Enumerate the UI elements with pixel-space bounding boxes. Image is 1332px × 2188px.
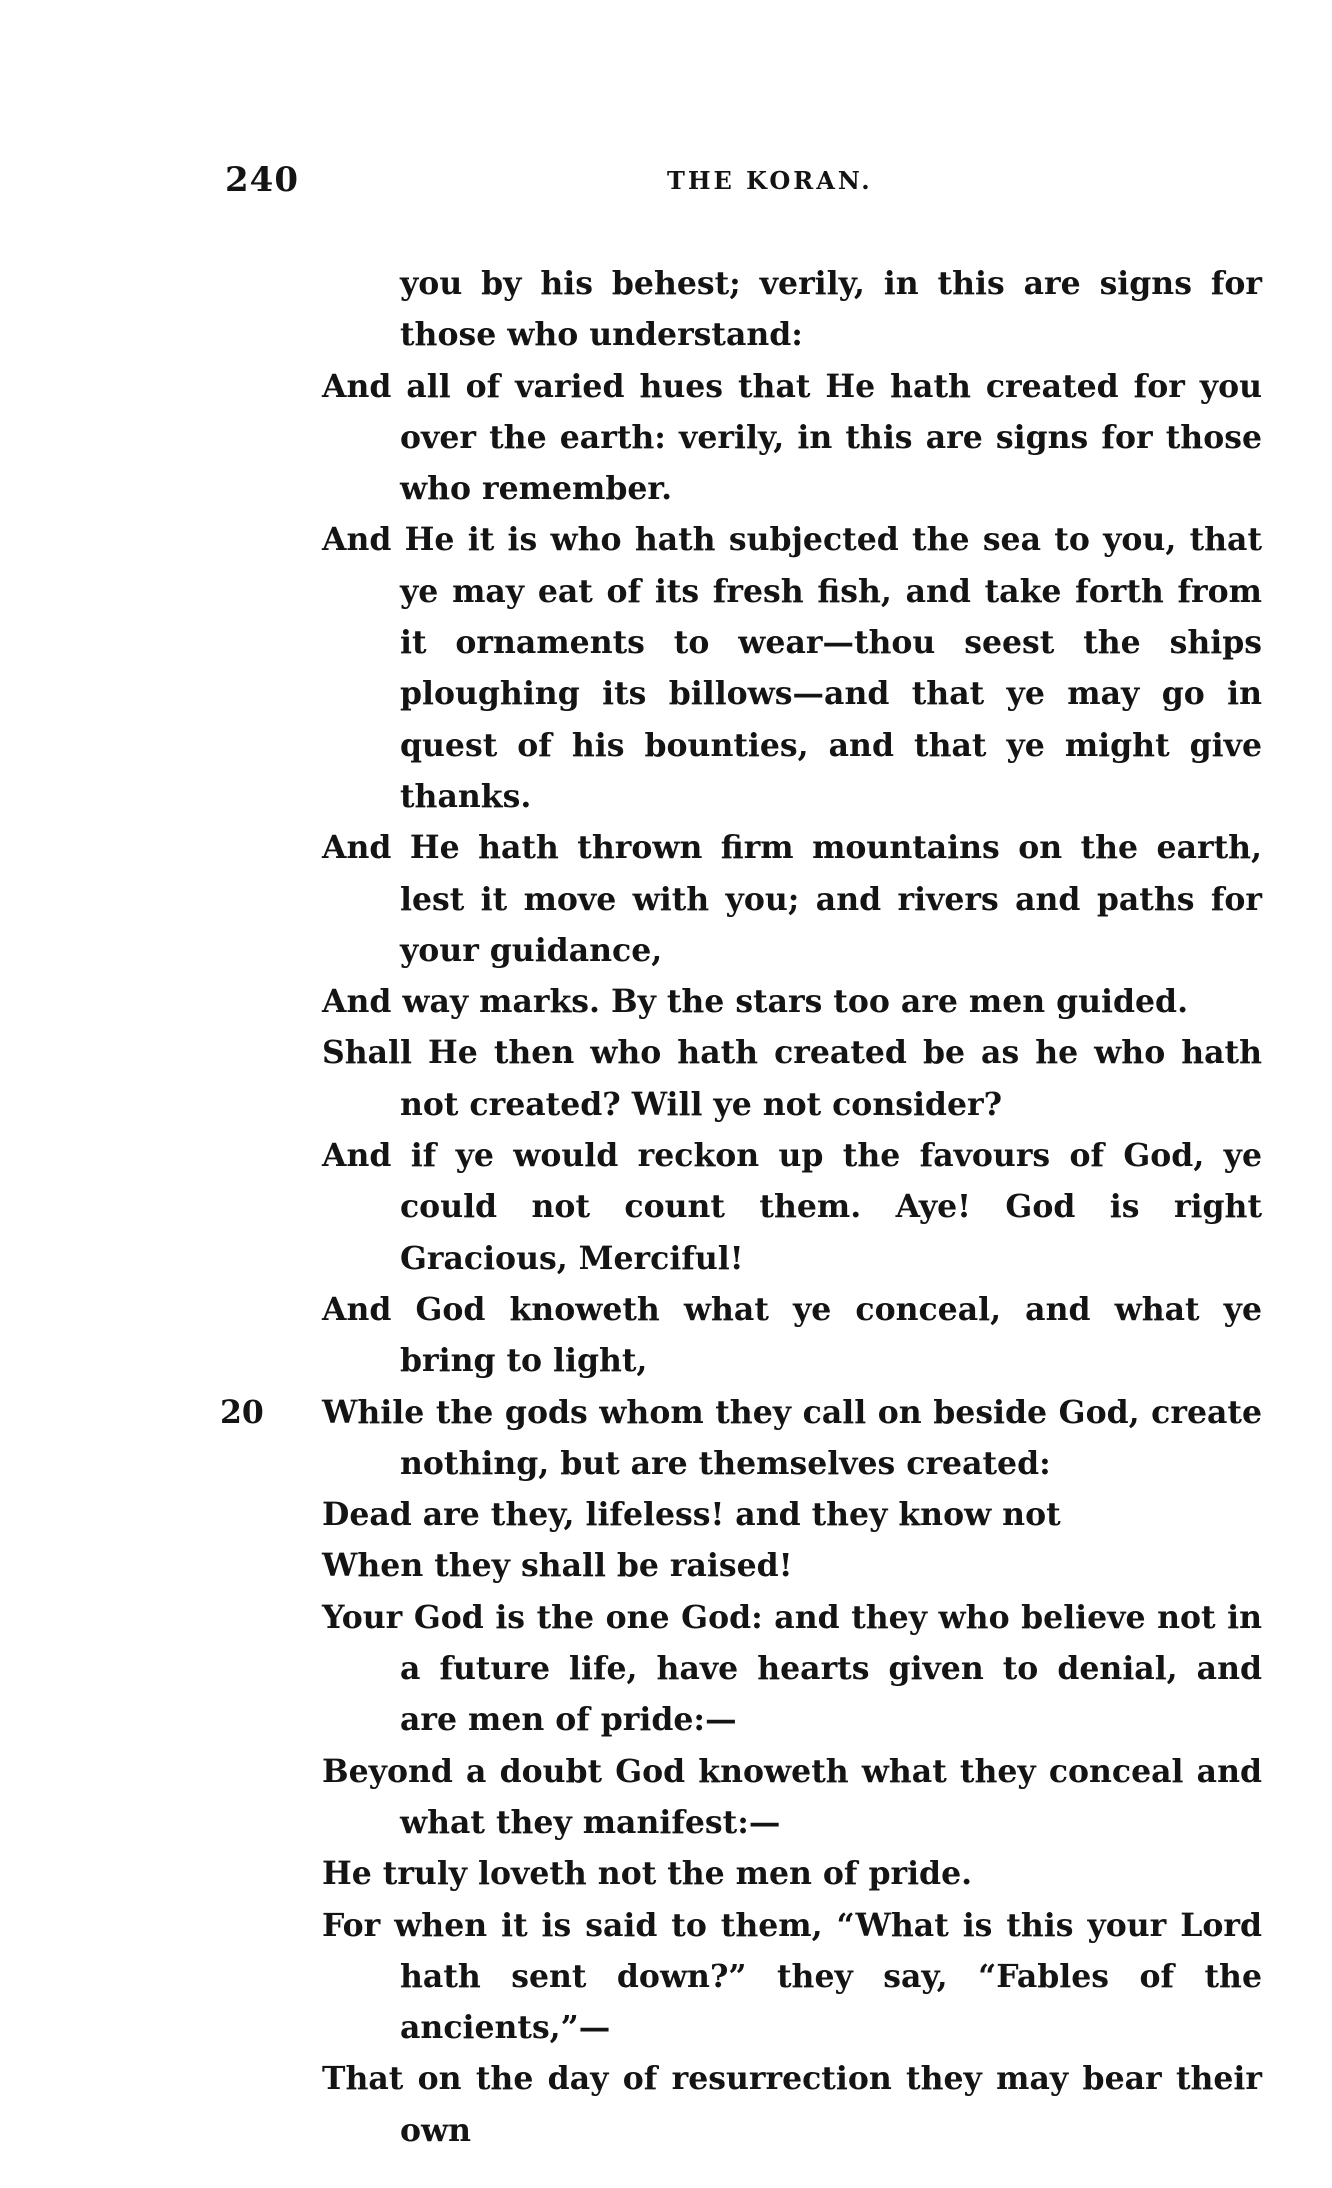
verse-text-line: While the gods whom they call on beside God, create nothing, but are themselves created: — [322, 1393, 1262, 1482]
verse-text-line: He truly loveth not the men of pride. — [322, 1855, 973, 1893]
verse-text-line: you by his behest; verily, in this are signs for those who understand: — [400, 265, 1262, 354]
verse-paragraph — [322, 1746, 1262, 1849]
verse-text-line: Dead are they, lifeless! and they know not — [322, 1496, 1061, 1534]
verse-text-line: And He it is who hath subjected the sea to you, that ye may eat of its fresh fish, and take forth from it ornaments to wear—thou seest the ships ploughing its billows—and that ye may go in quest of his bounties, and that ye might give thanks. — [322, 521, 1262, 815]
verse-paragraph — [322, 1540, 1262, 1591]
verse-text-line: Your God is the one God: and they who believe not in a future life, have hearts given to denial, and are men of pride:— — [322, 1598, 1262, 1739]
verse-paragraph — [322, 2053, 1262, 2156]
verse-text-line: And God knoweth what ye conceal, and what ye bring to light, — [322, 1290, 1262, 1380]
page-number: 240 — [225, 160, 299, 200]
page-header — [225, 160, 1155, 210]
verse-text-line: That on the day of resurrection they may bear their own — [322, 2060, 1262, 2149]
verse-paragraph — [322, 1489, 1262, 1540]
verse-paragraph — [322, 514, 1262, 822]
verse-paragraph — [322, 976, 1262, 1027]
verse-number: 20 — [220, 1393, 264, 1431]
running-title: THE KORAN. — [667, 166, 873, 195]
verse-text — [220, 258, 1262, 2156]
verse-paragraph — [322, 1848, 1262, 1899]
verse-paragraph — [322, 1284, 1262, 1387]
verse-text-line: Beyond a doubt God knoweth what they conceal and what they manifest:— — [322, 1752, 1262, 1841]
verse-text-line: And way marks. By the stars too are men guided. — [322, 983, 1189, 1021]
verse-paragraph — [322, 258, 1262, 361]
verse-text-line: And all of varied hues that He hath created for you over the earth: verily, in this are signs for those who remember. — [322, 367, 1262, 508]
verse-paragraph — [322, 1900, 1262, 2054]
verse-text-line: For when it is said to them, “What is this your Lord hath sent down?” they say, “Fables of the ancients,”— — [322, 1906, 1262, 2047]
verse-text-line: Shall He then who hath created be as he who hath not created? Will ye not consider? — [322, 1034, 1262, 1123]
verse-paragraph — [322, 1592, 1262, 1746]
verse-text-line: And if ye would reckon up the favours of God, ye could not count them. Aye! God is right Gracious, Merciful! — [322, 1137, 1262, 1277]
verse-paragraph — [322, 361, 1262, 515]
verse-paragraph — [220, 1387, 1262, 1490]
verse-paragraph — [322, 1130, 1262, 1284]
verse-text-line: And He hath thrown firm mountains on the earth, lest it move with you; and rivers and paths for your guidance, — [322, 829, 1262, 969]
verse-text-line: When they shall be raised! — [322, 1547, 793, 1585]
verse-paragraph — [322, 822, 1262, 976]
verse-paragraph — [322, 1027, 1262, 1130]
